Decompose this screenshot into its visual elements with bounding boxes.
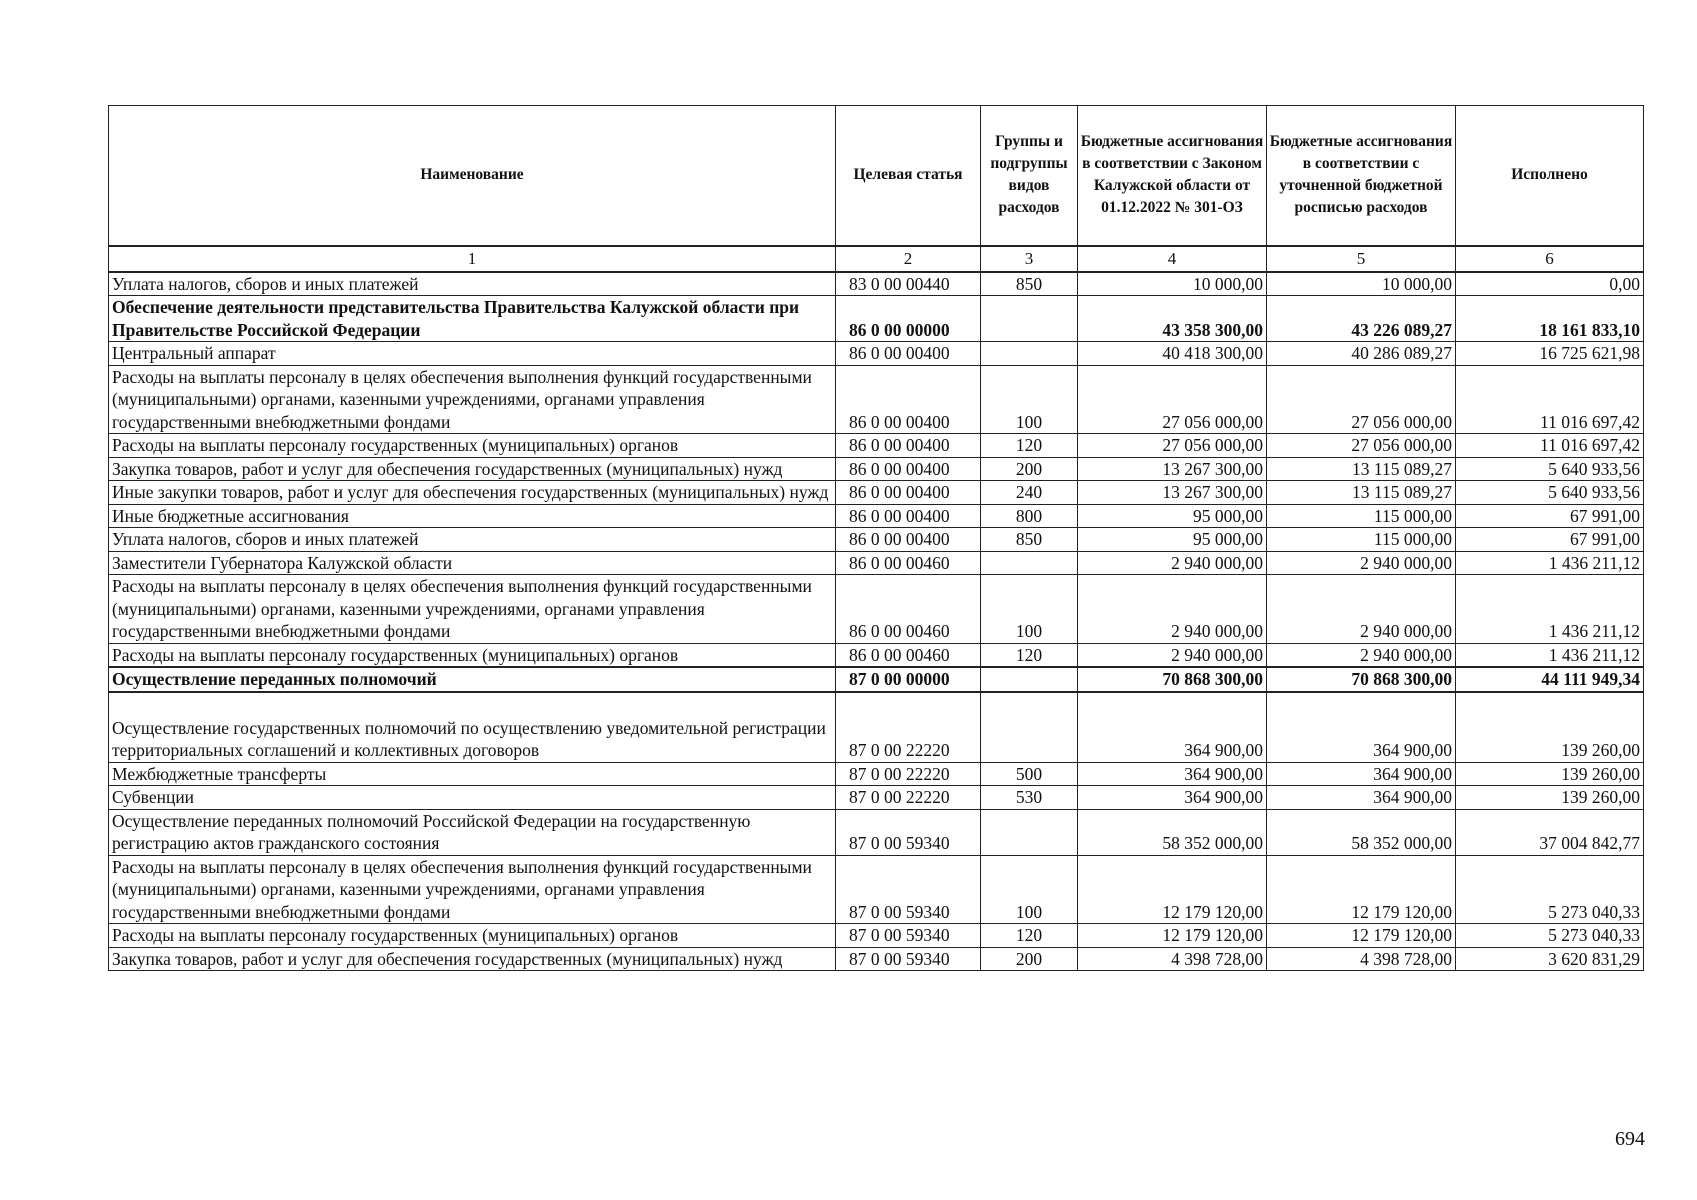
header-law-allocations: Бюджетные ассигнования в соответствии с Законом Калужской области от 01.12.2022 № 301-ОЗ	[1078, 106, 1267, 246]
row-refined-allocation: 115 000,00	[1267, 528, 1456, 552]
row-law-allocation: 70 868 300,00	[1078, 667, 1267, 692]
row-expense-group: 850	[981, 528, 1078, 552]
table-row	[109, 947, 1644, 971]
table-row	[109, 457, 1644, 481]
row-target-article: 86 0 00 00400	[836, 434, 981, 458]
row-target-article: 86 0 00 00460	[836, 575, 981, 644]
row-executed: 44 111 949,34	[1456, 667, 1644, 692]
row-expense-group: 530	[981, 786, 1078, 810]
row-expense-group: 200	[981, 457, 1078, 481]
row-target-article: 87 0 00 59340	[836, 855, 981, 924]
header-expense-groups: Группы и подгруппы видов расходов	[981, 106, 1078, 246]
row-target-article: 86 0 00 00400	[836, 481, 981, 505]
row-name: Уплата налогов, сборов и иных платежей	[109, 272, 836, 296]
row-law-allocation: 95 000,00	[1078, 528, 1267, 552]
row-expense-group: 120	[981, 434, 1078, 458]
row-expense-group	[981, 809, 1078, 855]
row-expense-group	[981, 342, 1078, 366]
row-name: Иные закупки товаров, работ и услуг для обеспечения государственных (муниципальных) нужд	[109, 481, 836, 505]
table-row	[109, 365, 1644, 434]
row-executed: 139 260,00	[1456, 786, 1644, 810]
row-target-article: 86 0 00 00400	[836, 528, 981, 552]
row-expense-group: 100	[981, 575, 1078, 644]
row-law-allocation: 12 179 120,00	[1078, 924, 1267, 948]
row-executed: 1 436 211,12	[1456, 551, 1644, 575]
row-expense-group: 120	[981, 924, 1078, 948]
row-law-allocation: 364 900,00	[1078, 762, 1267, 786]
row-name: Расходы на выплаты персоналу в целях обеспечения выполнения функций государственными (муниципальными) органами, казенными учреждениями, органами управления государственными внебюджетными фондами	[109, 365, 836, 434]
row-target-article: 86 0 00 00400	[836, 457, 981, 481]
row-law-allocation: 2 940 000,00	[1078, 575, 1267, 644]
table-row	[109, 296, 1644, 342]
row-name: Расходы на выплаты персоналу в целях обеспечения выполнения функций государственными (муниципальными) органами, казенными учреждениями, органами управления государственными внебюджетными фондами	[109, 575, 836, 644]
row-executed: 5 273 040,33	[1456, 924, 1644, 948]
row-name: Закупка товаров, работ и услуг для обеспечения государственных (муниципальных) нужд	[109, 947, 836, 971]
row-executed: 139 260,00	[1456, 762, 1644, 786]
row-name: Осуществление переданных полномочий	[109, 667, 836, 692]
table-row	[109, 643, 1644, 667]
row-refined-allocation: 4 398 728,00	[1267, 947, 1456, 971]
row-refined-allocation: 27 056 000,00	[1267, 434, 1456, 458]
row-executed: 0,00	[1456, 272, 1644, 296]
column-number: 5	[1267, 246, 1456, 272]
row-target-article: 86 0 00 00460	[836, 551, 981, 575]
row-name: Уплата налогов, сборов и иных платежей	[109, 528, 836, 552]
row-name: Закупка товаров, работ и услуг для обеспечения государственных (муниципальных) нужд	[109, 457, 836, 481]
row-name: Осуществление переданных полномочий Российской Федерации на государственную регистрацию актов гражданского состояния	[109, 809, 836, 855]
row-refined-allocation: 2 940 000,00	[1267, 643, 1456, 667]
header-refined-allocations: Бюджетные ассигнования в соответствии с уточненной бюджетной росписью расходов	[1267, 106, 1456, 246]
row-executed: 5 640 933,56	[1456, 481, 1644, 505]
row-refined-allocation: 364 900,00	[1267, 692, 1456, 763]
row-name: Центральный аппарат	[109, 342, 836, 366]
row-name: Заместители Губернатора Калужской области	[109, 551, 836, 575]
header-target-article: Целевая статья	[836, 106, 981, 246]
row-refined-allocation: 364 900,00	[1267, 762, 1456, 786]
row-expense-group: 500	[981, 762, 1078, 786]
row-target-article: 87 0 00 22220	[836, 692, 981, 763]
column-number: 4	[1078, 246, 1267, 272]
row-refined-allocation: 12 179 120,00	[1267, 924, 1456, 948]
row-refined-allocation: 115 000,00	[1267, 504, 1456, 528]
row-law-allocation: 4 398 728,00	[1078, 947, 1267, 971]
row-name: Осуществление государственных полномочий по осуществлению уведомительной регистрации территориальных соглашений и коллективных договоров	[109, 692, 836, 763]
row-refined-allocation: 2 940 000,00	[1267, 575, 1456, 644]
row-expense-group: 800	[981, 504, 1078, 528]
row-executed: 1 436 211,12	[1456, 643, 1644, 667]
row-law-allocation: 43 358 300,00	[1078, 296, 1267, 342]
row-target-article: 87 0 00 00000	[836, 667, 981, 692]
row-target-article: 87 0 00 22220	[836, 762, 981, 786]
row-expense-group: 200	[981, 947, 1078, 971]
row-expense-group: 100	[981, 855, 1078, 924]
column-number: 6	[1456, 246, 1644, 272]
header-executed: Исполнено	[1456, 106, 1644, 246]
row-expense-group: 850	[981, 272, 1078, 296]
row-name: Расходы на выплаты персоналу государственных (муниципальных) органов	[109, 643, 836, 667]
page-number: 694	[1615, 1128, 1645, 1150]
header-name: Наименование	[109, 106, 836, 246]
table-row	[109, 692, 1644, 763]
row-expense-group: 240	[981, 481, 1078, 505]
row-refined-allocation: 12 179 120,00	[1267, 855, 1456, 924]
row-executed: 11 016 697,42	[1456, 365, 1644, 434]
row-expense-group	[981, 667, 1078, 692]
budget-table-sheet	[108, 105, 1643, 971]
row-refined-allocation: 58 352 000,00	[1267, 809, 1456, 855]
row-target-article: 86 0 00 00400	[836, 504, 981, 528]
row-law-allocation: 27 056 000,00	[1078, 434, 1267, 458]
row-law-allocation: 364 900,00	[1078, 692, 1267, 763]
row-name: Иные бюджетные ассигнования	[109, 504, 836, 528]
row-law-allocation: 12 179 120,00	[1078, 855, 1267, 924]
budget-execution-table	[108, 105, 1644, 971]
column-number: 1	[109, 246, 836, 272]
row-name: Межбюджетные трансферты	[109, 762, 836, 786]
row-law-allocation: 2 940 000,00	[1078, 643, 1267, 667]
row-refined-allocation: 13 115 089,27	[1267, 457, 1456, 481]
table-row	[109, 762, 1644, 786]
row-law-allocation: 13 267 300,00	[1078, 457, 1267, 481]
row-name: Расходы на выплаты персоналу государственных (муниципальных) органов	[109, 434, 836, 458]
row-target-article: 83 0 00 00440	[836, 272, 981, 296]
row-executed: 3 620 831,29	[1456, 947, 1644, 971]
row-target-article: 87 0 00 59340	[836, 809, 981, 855]
table-body	[109, 272, 1644, 971]
table-row	[109, 272, 1644, 296]
row-executed: 67 991,00	[1456, 504, 1644, 528]
table-row	[109, 855, 1644, 924]
row-expense-group	[981, 692, 1078, 763]
table-row	[109, 504, 1644, 528]
row-refined-allocation: 2 940 000,00	[1267, 551, 1456, 575]
row-target-article: 87 0 00 22220	[836, 786, 981, 810]
row-executed: 67 991,00	[1456, 528, 1644, 552]
row-expense-group: 100	[981, 365, 1078, 434]
table-row	[109, 481, 1644, 505]
row-target-article: 86 0 00 00400	[836, 342, 981, 366]
row-law-allocation: 27 056 000,00	[1078, 365, 1267, 434]
row-target-article: 87 0 00 59340	[836, 924, 981, 948]
row-name: Субвенции	[109, 786, 836, 810]
table-row	[109, 809, 1644, 855]
row-executed: 11 016 697,42	[1456, 434, 1644, 458]
table-row	[109, 667, 1644, 692]
row-refined-allocation: 40 286 089,27	[1267, 342, 1456, 366]
table-row	[109, 786, 1644, 810]
column-number-row	[109, 246, 1644, 272]
row-law-allocation: 364 900,00	[1078, 786, 1267, 810]
row-executed: 139 260,00	[1456, 692, 1644, 763]
column-number: 3	[981, 246, 1078, 272]
row-refined-allocation: 13 115 089,27	[1267, 481, 1456, 505]
row-name: Обеспечение деятельности представительства Правительства Калужской области при Правительстве Российской Федерации	[109, 296, 836, 342]
row-refined-allocation: 10 000,00	[1267, 272, 1456, 296]
row-target-article: 86 0 00 00000	[836, 296, 981, 342]
row-executed: 5 273 040,33	[1456, 855, 1644, 924]
row-target-article: 87 0 00 59340	[836, 947, 981, 971]
table-row	[109, 528, 1644, 552]
row-executed: 1 436 211,12	[1456, 575, 1644, 644]
row-target-article: 86 0 00 00460	[836, 643, 981, 667]
row-expense-group: 120	[981, 643, 1078, 667]
table-row	[109, 551, 1644, 575]
row-name: Расходы на выплаты персоналу в целях обеспечения выполнения функций государственными (муниципальными) органами, казенными учреждениями, органами управления государственными внебюджетными фондами	[109, 855, 836, 924]
column-number: 2	[836, 246, 981, 272]
header-row	[109, 106, 1644, 246]
row-expense-group	[981, 551, 1078, 575]
row-law-allocation: 13 267 300,00	[1078, 481, 1267, 505]
row-law-allocation: 40 418 300,00	[1078, 342, 1267, 366]
row-executed: 18 161 833,10	[1456, 296, 1644, 342]
table-row	[109, 342, 1644, 366]
row-executed: 5 640 933,56	[1456, 457, 1644, 481]
table-row	[109, 575, 1644, 644]
table-row	[109, 924, 1644, 948]
row-law-allocation: 95 000,00	[1078, 504, 1267, 528]
row-refined-allocation: 27 056 000,00	[1267, 365, 1456, 434]
row-executed: 16 725 621,98	[1456, 342, 1644, 366]
row-refined-allocation: 43 226 089,27	[1267, 296, 1456, 342]
row-target-article: 86 0 00 00400	[836, 365, 981, 434]
row-refined-allocation: 70 868 300,00	[1267, 667, 1456, 692]
row-law-allocation: 58 352 000,00	[1078, 809, 1267, 855]
row-law-allocation: 10 000,00	[1078, 272, 1267, 296]
row-refined-allocation: 364 900,00	[1267, 786, 1456, 810]
row-executed: 37 004 842,77	[1456, 809, 1644, 855]
row-expense-group	[981, 296, 1078, 342]
row-law-allocation: 2 940 000,00	[1078, 551, 1267, 575]
table-row	[109, 434, 1644, 458]
row-name: Расходы на выплаты персоналу государственных (муниципальных) органов	[109, 924, 836, 948]
